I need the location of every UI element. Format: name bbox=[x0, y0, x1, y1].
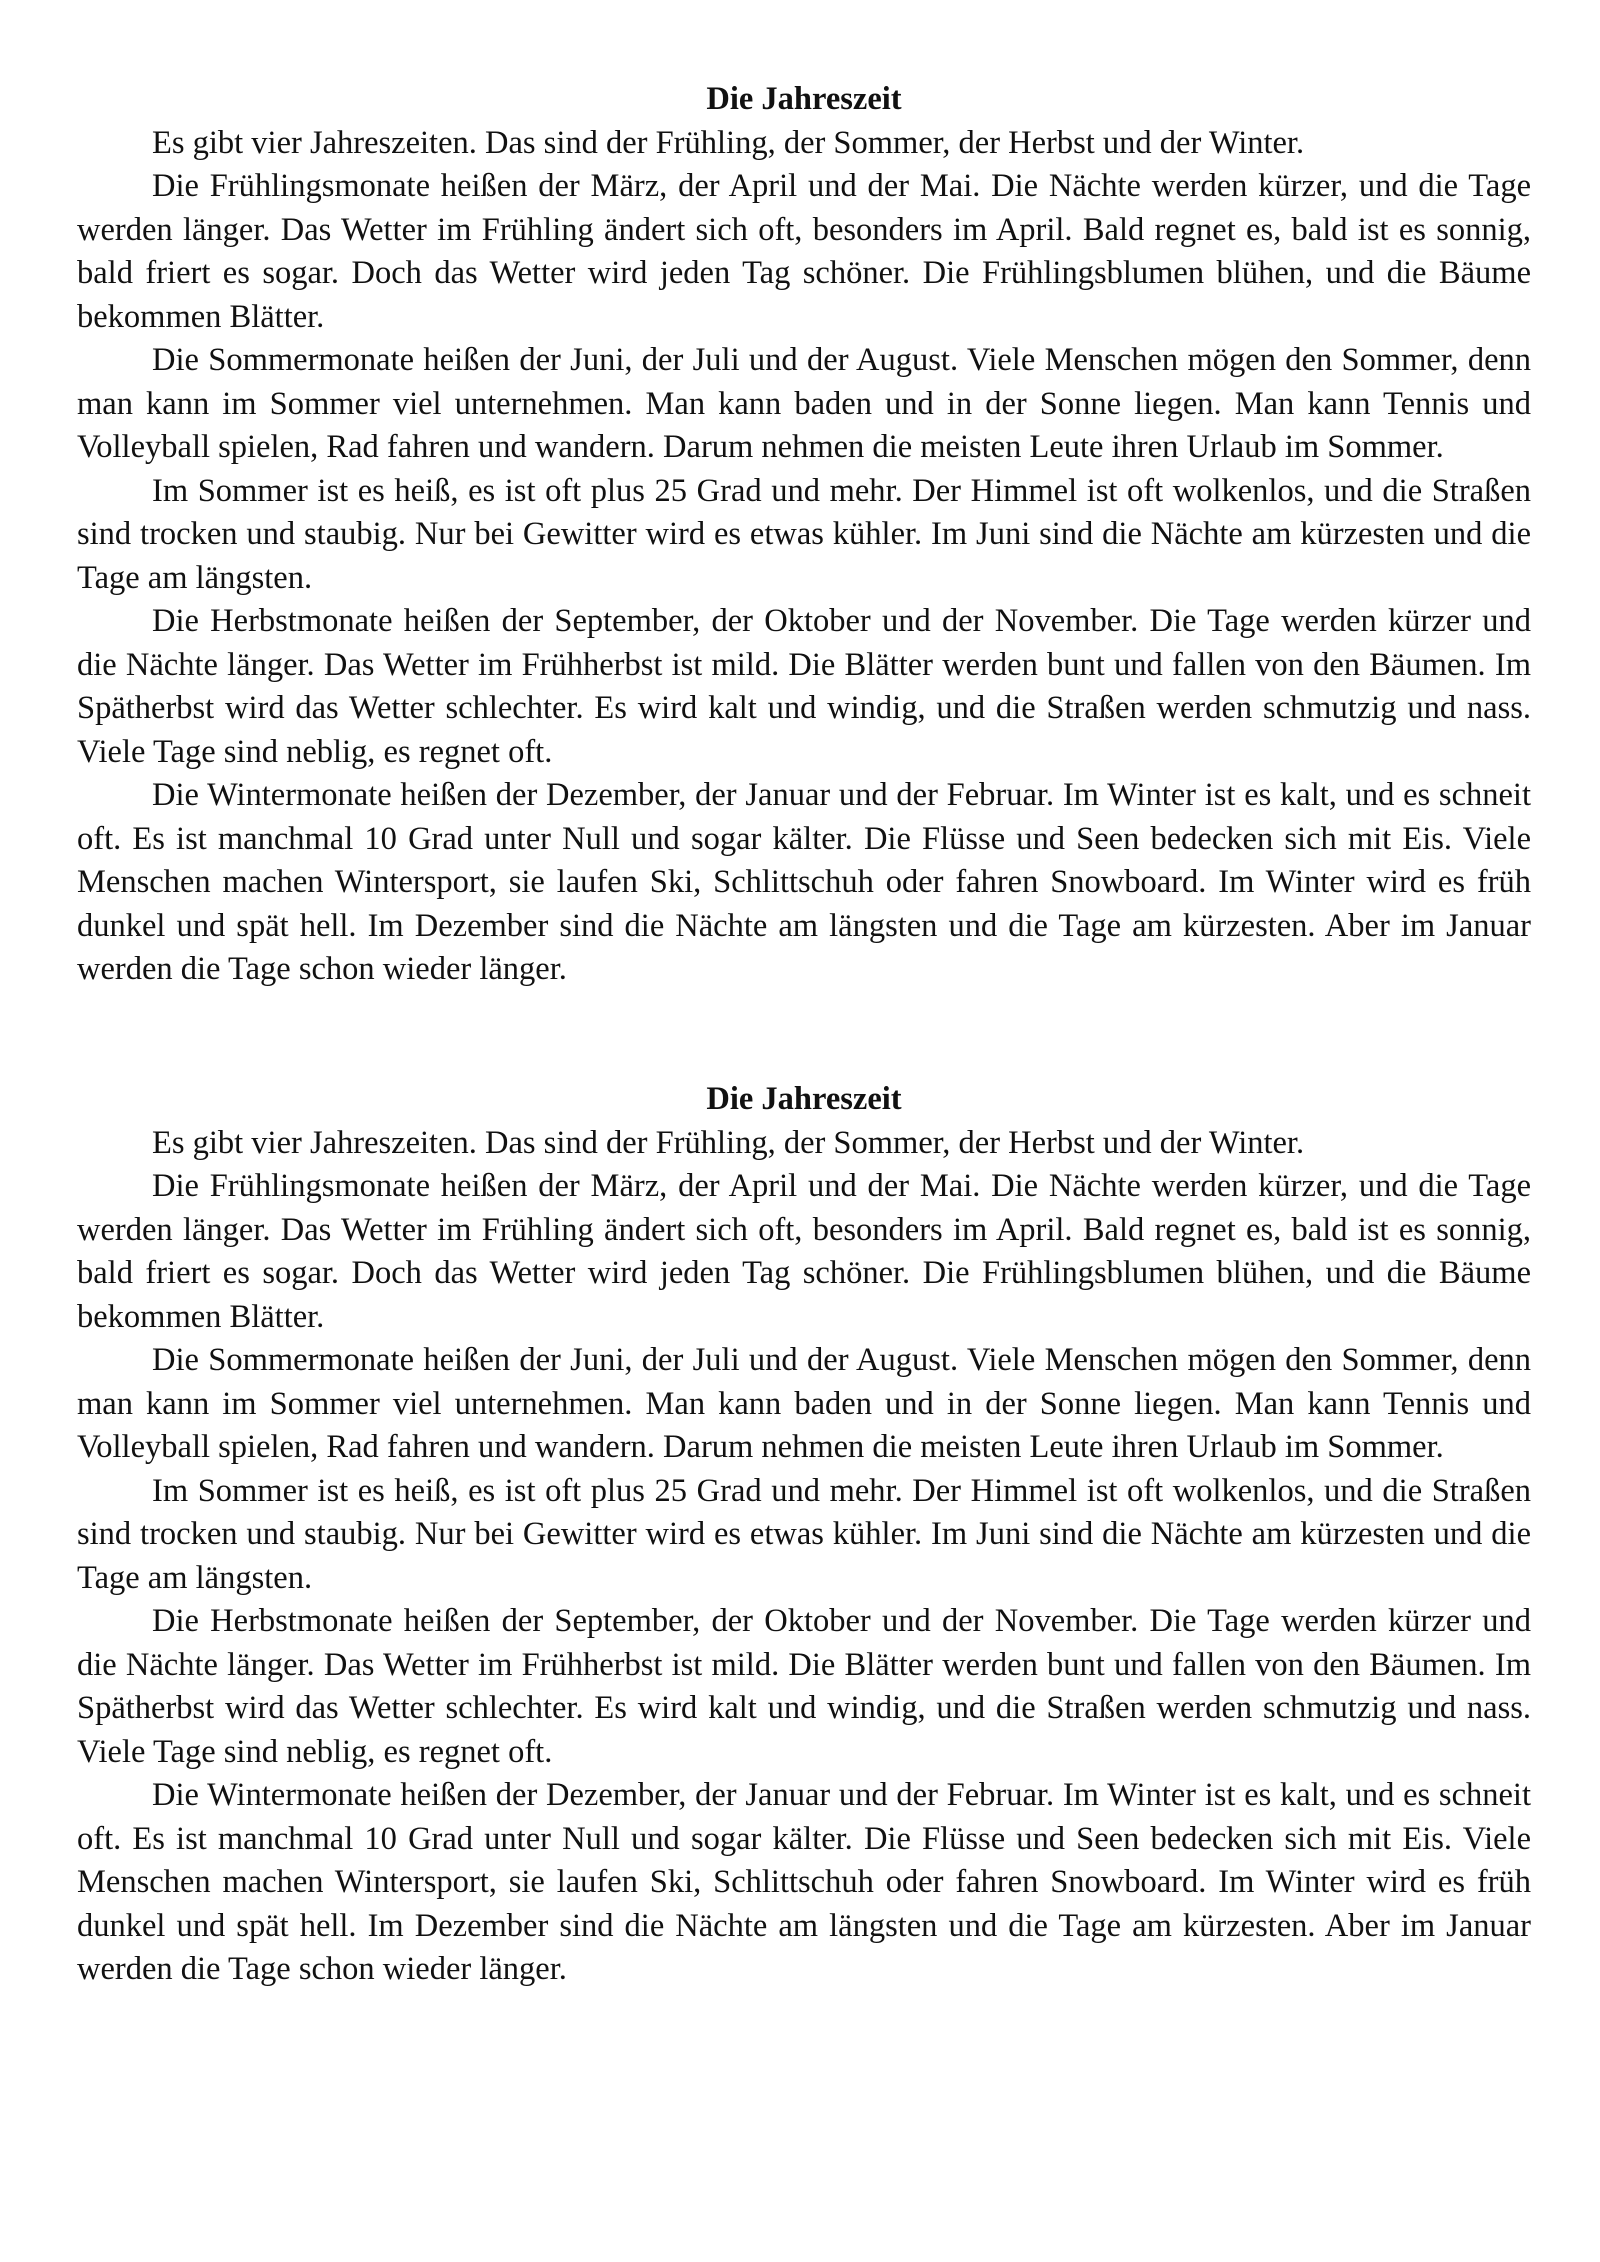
paragraph-summer-months: Die Sommermonate heißen der Juni, der Juli und der August. Viele Menschen mögen den Sommer, denn man kann im Sommer viel unternehmen. Man kann baden und in der Sonne liegen. Man kann Tennis und Volleyball spielen, Rad fahren und wandern. Darum nehmen die meisten Leute ihren Urlaub im Sommer. bbox=[77, 342, 1531, 465]
paragraph-winter: Die Wintermonate heißen der Dezember, der Januar und der Februar. Im Winter ist es kalt, und es schneit oft. Es ist manchmal 10 Grad unter Null und sogar kälter. Die Flüsse und Seen bedecken sich mit Eis. Viele Menschen machen Wintersport, sie laufen Ski, Schlittschuh oder fahren Snowboard. Im Winter wird es früh dunkel und spät hell. Im Dezember sind die Nächte am längsten und die Tage am kürzesten. Aber im Januar werden die Tage schon wieder länger. bbox=[77, 777, 1531, 987]
text-section-1 bbox=[77, 78, 1531, 992]
text-section-2 bbox=[77, 1078, 1531, 1992]
paragraph-summer-months: Die Sommermonate heißen der Juni, der Juli und der August. Viele Menschen mögen den Sommer, denn man kann im Sommer viel unternehmen. Man kann baden und in der Sonne liegen. Man kann Tennis und Volleyball spielen, Rad fahren und wandern. Darum nehmen die meisten Leute ihren Urlaub im Sommer. bbox=[77, 1342, 1531, 1465]
paragraph-intro: Es gibt vier Jahreszeiten. Das sind der Frühling, der Sommer, der Herbst und der Winter. bbox=[152, 1124, 1305, 1161]
paragraph-spring: Die Frühlingsmonate heißen der März, der April und der Mai. Die Nächte werden kürzer, und die Tage werden länger. Das Wetter im Frühling ändert sich oft, besonders im April. Bald regnet es, bald ist es sonnig, bald friert es sogar. Doch das Wetter wird jeden Tag schöner. Die Frühlingsblumen blühen, und die Bäume bekommen Blätter. bbox=[77, 1168, 1531, 1335]
section-title: Die Jahreszeit bbox=[706, 81, 902, 117]
section-title: Die Jahreszeit bbox=[706, 1081, 902, 1117]
paragraph-summer-weather: Im Sommer ist es heiß, es ist oft plus 25 Grad und mehr. Der Himmel ist oft wolkenlos, und die Straßen sind trocken und staubig. Nur bei Gewitter wird es etwas kühler. Im Juni sind die Nächte am kürzesten und die Tage am längsten. bbox=[77, 1472, 1531, 1596]
paragraph-summer-weather: Im Sommer ist es heiß, es ist oft plus 25 Grad und mehr. Der Himmel ist oft wolkenlos, und die Straßen sind trocken und staubig. Nur bei Gewitter wird es etwas kühler. Im Juni sind die Nächte am kürzesten und die Tage am längsten. bbox=[77, 472, 1531, 596]
paragraph-spring: Die Frühlingsmonate heißen der März, der April und der Mai. Die Nächte werden kürzer, und die Tage werden länger. Das Wetter im Frühling ändert sich oft, besonders im April. Bald regnet es, bald ist es sonnig, bald friert es sogar. Doch das Wetter wird jeden Tag schöner. Die Frühlingsblumen blühen, und die Bäume bekommen Blätter. bbox=[77, 168, 1531, 335]
paragraph-autumn: Die Herbstmonate heißen der September, der Oktober und der November. Die Tage werden kürzer und die Nächte länger. Das Wetter im Frühherbst ist mild. Die Blätter werden bunt und fallen von den Bäumen. Im Spätherbst wird das Wetter schlechter. Es wird kalt und windig, und die Straßen werden schmutzig und nass. Viele Tage sind neblig, es regnet oft. bbox=[77, 603, 1531, 770]
paragraph-intro: Es gibt vier Jahreszeiten. Das sind der Frühling, der Sommer, der Herbst und der Winter. bbox=[152, 124, 1305, 161]
paragraph-winter: Die Wintermonate heißen der Dezember, der Januar und der Februar. Im Winter ist es kalt, und es schneit oft. Es ist manchmal 10 Grad unter Null und sogar kälter. Die Flüsse und Seen bedecken sich mit Eis. Viele Menschen machen Wintersport, sie laufen Ski, Schlittschuh oder fahren Snowboard. Im Winter wird es früh dunkel und spät hell. Im Dezember sind die Nächte am längsten und die Tage am kürzesten. Aber im Januar werden die Tage schon wieder länger. bbox=[77, 1777, 1531, 1987]
paragraph-autumn: Die Herbstmonate heißen der September, der Oktober und der November. Die Tage werden kürzer und die Nächte länger. Das Wetter im Frühherbst ist mild. Die Blätter werden bunt und fallen von den Bäumen. Im Spätherbst wird das Wetter schlechter. Es wird kalt und windig, und die Straßen werden schmutzig und nass. Viele Tage sind neblig, es regnet oft. bbox=[77, 1603, 1531, 1770]
